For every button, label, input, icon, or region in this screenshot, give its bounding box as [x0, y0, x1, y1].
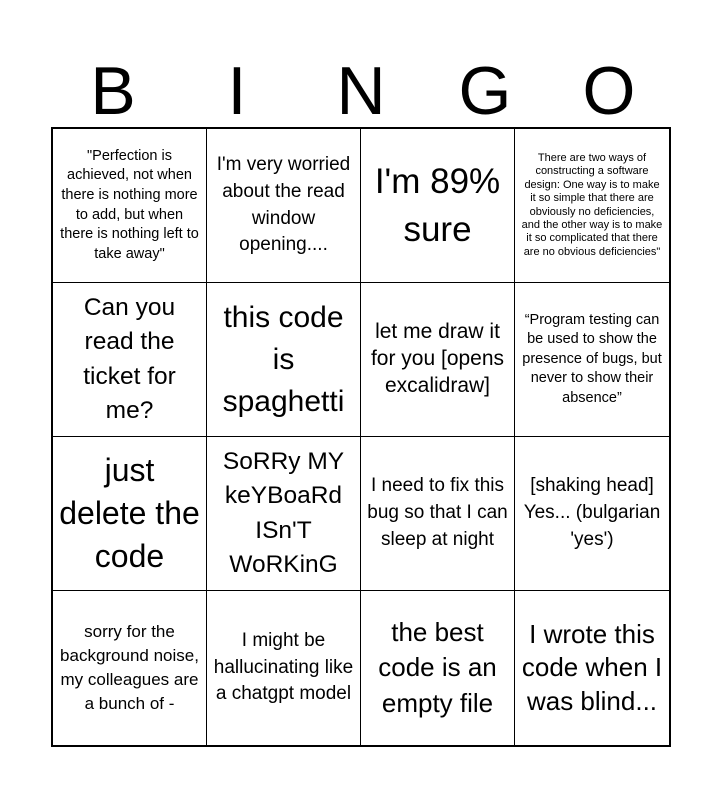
bingo-header [51, 50, 671, 128]
bingo-cell-text: I might be hallucinating like a chatgpt model [213, 629, 354, 705]
bingo-cell-text: Can you read the ticket for me? [83, 293, 176, 424]
bingo-cell-r4c1[interactable] [53, 591, 207, 745]
bingo-cell-r2c4[interactable] [515, 283, 669, 437]
bingo-board [51, 127, 671, 747]
bingo-cell-text: let me draw it for you [opens excalidraw] [370, 320, 505, 397]
bingo-cell-r3c1[interactable] [53, 437, 207, 591]
bingo-cell-r1c1[interactable] [53, 129, 207, 283]
bingo-cell-text: I'm very worried about the read window opening.... [216, 153, 351, 256]
bingo-cell-text: just delete the code [59, 451, 200, 575]
bingo-cell-text: [shaking head] Yes... (bulgarian 'yes') [523, 475, 661, 550]
bingo-cell-text: I need to fix this bug so that I can sleep at night [367, 475, 508, 550]
header-letter-n: N [336, 53, 386, 129]
bingo-cell-r4c4[interactable] [515, 591, 669, 745]
bingo-cell-text: I'm 89% sure [374, 161, 501, 249]
header-letter-g: G [458, 53, 512, 129]
header-letter-i: I [227, 53, 247, 129]
bingo-cell-r4c2[interactable] [207, 591, 361, 745]
bingo-cell-r1c3[interactable] [361, 129, 515, 283]
bingo-cell-r3c3[interactable] [361, 437, 515, 591]
bingo-cell-text: the best code is an empty file [378, 617, 497, 718]
bingo-cell-r2c3[interactable] [361, 283, 515, 437]
header-letter-b: B [90, 53, 136, 129]
bingo-cell-text: "Perfection is achieved, not when there is nothing more to add, but when there is nothing left to take away" [60, 147, 199, 262]
bingo-cell-r1c4[interactable] [515, 129, 669, 283]
bingo-cell-text: SoRRy MY keYBoaRd ISn'T WoRKinG [222, 447, 345, 578]
bingo-cell-r3c4[interactable] [515, 437, 669, 591]
bingo-cell-text: There are two ways of constructing a software design: One way is to make it so simple that there are obviously no deficiencies, and the other way is to make it so complicated that there are no obvious deficiencies" [521, 151, 663, 258]
bingo-cell-r3c2[interactable] [207, 437, 361, 591]
bingo-cell-r1c2[interactable] [207, 129, 361, 283]
bingo-cell-text: sorry for the background noise, my colleagues are a bunch of - [60, 622, 199, 713]
bingo-cell-r2c1[interactable] [53, 283, 207, 437]
bingo-cell-text: this code is spaghetti [222, 300, 345, 418]
bingo-cell-r2c2[interactable] [207, 283, 361, 437]
bingo-cell-text: “Program testing can be used to show the presence of bugs, but never to show their absence” [522, 311, 662, 406]
header-letter-o: O [582, 53, 636, 129]
bingo-cell-text: I wrote this code when I was blind... [521, 619, 663, 716]
bingo-cell-r4c3[interactable] [361, 591, 515, 745]
